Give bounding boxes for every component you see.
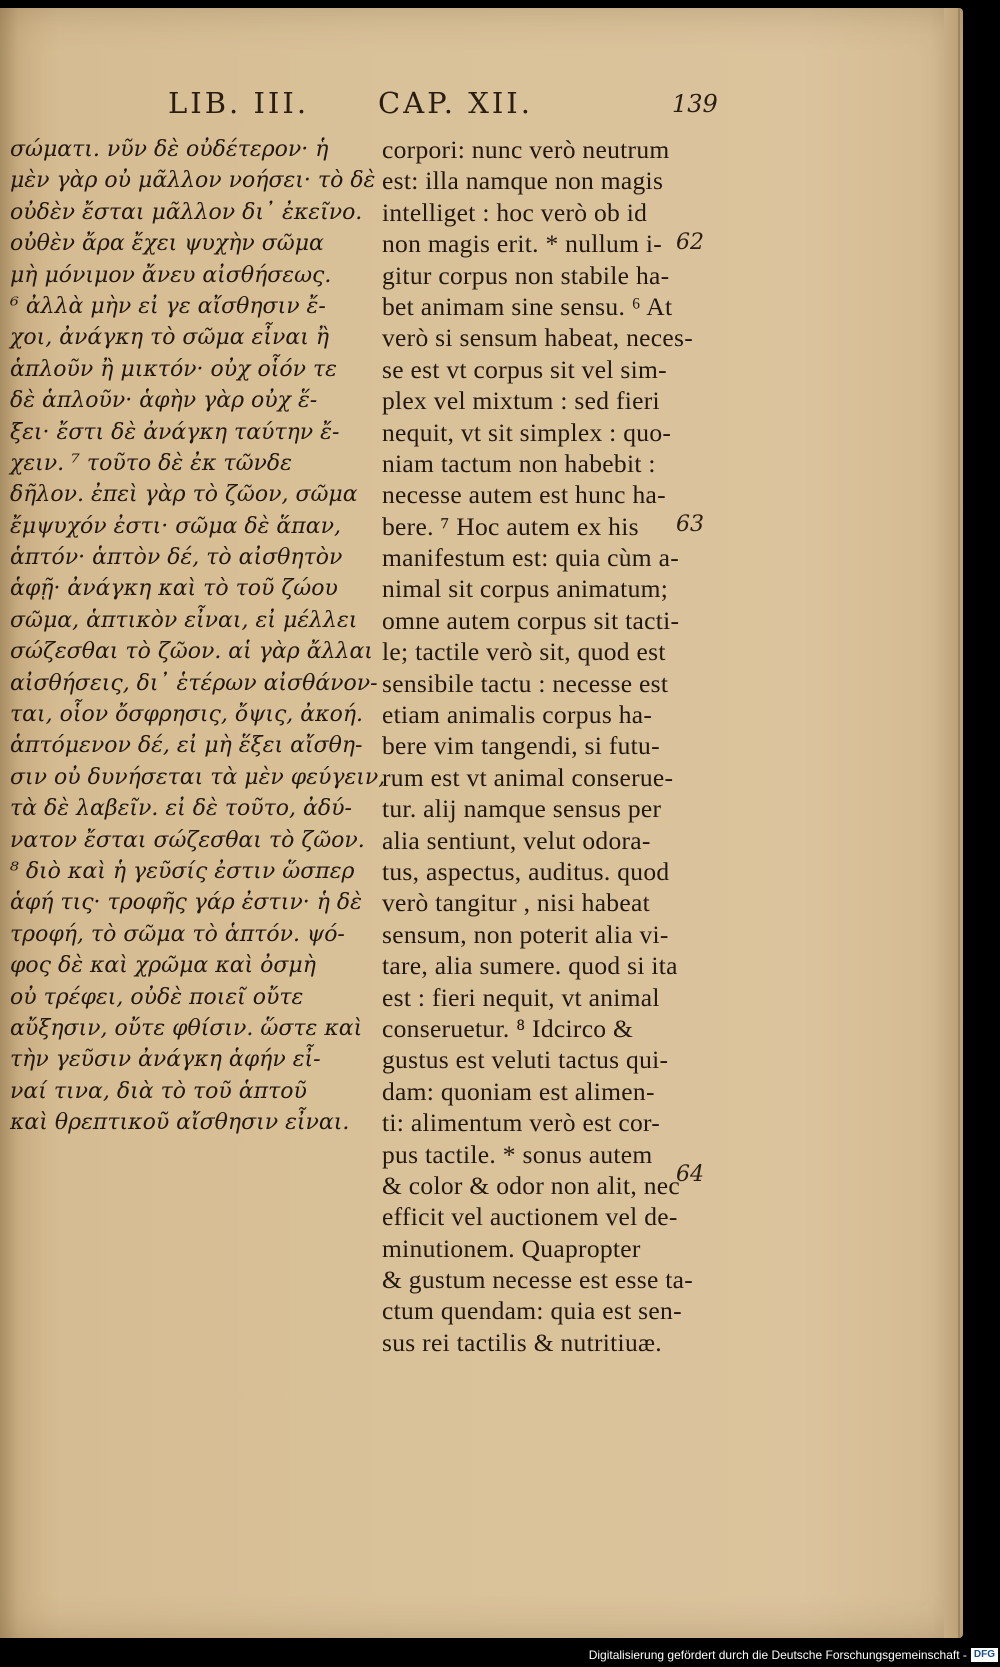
- greek-text-line: ⁶ ἀλλὰ μὴν εἰ γε αἴσθησιν ἔ-: [10, 293, 326, 319]
- book-page: [0, 8, 963, 1638]
- latin-text-line: non magis erit. * nullum i-: [382, 229, 663, 259]
- page-edge: [944, 8, 960, 1638]
- greek-text-line: δῆλον. ἐπεὶ γὰρ τὸ ζῶον, σῶμα: [10, 482, 358, 508]
- greek-text-line: ναί τινα, διὰ τὸ τοῦ ἁπτοῦ: [10, 1078, 307, 1104]
- latin-text-line: ti: alimentum verò est cor-: [382, 1108, 661, 1138]
- greek-text-line: μὲν γὰρ οὐ μᾶλλον νοήσει· τὸ δὲ: [10, 168, 376, 194]
- latin-text-line: & color & odor non alit, nec: [382, 1170, 681, 1200]
- greek-text-line: ἁπτόν· ἁπτὸν δέ, τὸ αἰσθητὸν: [10, 545, 343, 571]
- greek-text-line: οὐ τρέφει, οὐδὲ ποιεῖ οὔτε: [10, 984, 304, 1010]
- greek-text-line: σιν οὐ δυνήσεται τὰ μὲν φεύγειν,: [10, 764, 386, 790]
- latin-text-line: manifestum est: quia cùm a-: [382, 543, 680, 573]
- latin-text-line: gitur corpus non stabile ha-: [382, 260, 670, 290]
- latin-text-line: niam tactum non habebit :: [382, 448, 656, 478]
- latin-text-line: sus rei tactilis & nutritiuæ.: [382, 1327, 662, 1357]
- latin-text-line: intelliget : hoc verò ob id: [382, 197, 648, 227]
- latin-text-line: gustus est veluti tactus qui-: [382, 1045, 669, 1075]
- latin-text-line: etiam animalis corpus ha-: [382, 700, 653, 730]
- latin-text-line: & gustum necesse est esse ta-: [382, 1265, 694, 1295]
- greek-text-line: αἰσθήσεις, δι᾽ ἑτέρων αἰσθάνον-: [10, 670, 378, 696]
- greek-text-line: σώζεσθαι τὸ ζῶον. αἱ γὰρ ἄλλαι: [10, 639, 373, 665]
- greek-text-line: χειν. ⁷ τοῦτο δὲ ἐκ τῶνδε: [10, 450, 292, 476]
- latin-text-line: efficit vel auctionem vel de-: [382, 1202, 678, 1232]
- latin-text-column: [382, 134, 712, 1358]
- greek-text-line: ἁφῇ· ἀνάγκη καὶ τὸ τοῦ ζώου: [10, 576, 338, 602]
- greek-text-line: μὴ μόνιμον ἄνευ αἰσθήσεως.: [10, 262, 332, 288]
- digitization-footer: [589, 1645, 998, 1665]
- greek-text-line: ἁπτόμενον δέ, εἰ μὴ ἕξει αἴσθη-: [10, 733, 363, 759]
- latin-text-line: rum est vt animal conserue-: [382, 762, 674, 792]
- greek-text-line: ἁπλοῦν ἢ μικτόν· οὐχ οἷόν τε: [10, 356, 337, 382]
- greek-text-line: ται, οἷον ὄσφρησις, ὄψις, ἀκοή.: [10, 702, 363, 728]
- running-head-chapter: CAP. XII.: [378, 86, 533, 120]
- greek-text-column: [10, 134, 386, 1139]
- latin-text-line: alia sentiunt, velut odora-: [382, 825, 651, 855]
- greek-text-line: καὶ θρεπτικοῦ αἴσθησιν εἶναι.: [10, 1110, 350, 1136]
- latin-text-line: tare, alia sumere. quod si ita: [382, 951, 678, 981]
- greek-text-line: τὰ δὲ λαβεῖν. εἰ δὲ τοῦτο, ἀδύ-: [10, 796, 352, 822]
- greek-text-line: τὴν γεῦσιν ἀνάγκη ἁφήν εἶ-: [10, 1047, 321, 1073]
- latin-text-line: nequit, vt sit simplex : quo-: [382, 417, 672, 447]
- marginal-note-62: 62: [676, 230, 704, 255]
- running-head-book: LIB. III.: [168, 86, 310, 120]
- greek-text-line: σώματι. νῦν δὲ οὐδέτερον· ἡ: [10, 137, 329, 162]
- latin-text-line: est : fieri nequit, vt animal: [382, 982, 660, 1012]
- latin-text-line: pus tactile. * sonus autem: [382, 1139, 653, 1169]
- greek-text-line: δὲ ἁπλοῦν· ἁφὴν γὰρ οὐχ ἕ-: [10, 388, 318, 414]
- greek-text-line: αὔξησιν, οὔτε φθίσιν. ὥστε καὶ: [10, 1015, 363, 1041]
- marginal-note-64: 64: [676, 1162, 704, 1187]
- greek-text-line: νατον ἔσται σώζεσθαι τὸ ζῶον.: [10, 827, 365, 853]
- greek-text-line: ⁸ διὸ καὶ ἡ γεῦσίς ἐστιν ὥσπερ: [10, 858, 355, 884]
- latin-text-line: minutionem. Quapropter: [382, 1233, 641, 1263]
- latin-text-line: ctum quendam: quia est sen-: [382, 1296, 682, 1326]
- greek-text-line: ἔμψυχόν ἐστι· σῶμα δὲ ἅπαν,: [10, 513, 341, 539]
- latin-text-line: tur. alij namque sensus per: [382, 794, 662, 824]
- running-head: [0, 86, 963, 126]
- latin-text-line: sensibile tactu : necesse est: [382, 668, 669, 698]
- latin-text-line: bet animam sine sensu. ⁶ At: [382, 291, 673, 321]
- greek-text-line: χοι, ἀνάγκη τὸ σῶμα εἶναι ἢ: [10, 325, 329, 351]
- greek-text-line: τροφή, τὸ σῶμα τὸ ἁπτόν. ψό-: [10, 921, 345, 947]
- greek-text-line: οὐδὲν ἔσται μᾶλλον δι᾽ ἐκεῖνο.: [10, 199, 363, 225]
- greek-text-line: ξει· ἔστι δὲ ἀνάγκη ταύτην ἔ-: [10, 419, 340, 445]
- greek-text-line: ἁφή τις· τροφῆς γάρ ἐστιν· ἡ δὲ: [10, 890, 362, 916]
- greek-text-line: σῶμα, ἁπτικὸν εἶναι, εἰ μέλλει: [10, 607, 358, 633]
- latin-text-line: corpori: nunc verò neutrum: [382, 135, 670, 164]
- latin-text-line: se est vt corpus sit vel sim-: [382, 354, 667, 384]
- latin-text-line: est: illa namque non magis: [382, 166, 664, 196]
- latin-text-line: dam: quoniam est alimen-: [382, 1076, 655, 1106]
- marginal-note-63: 63: [676, 512, 704, 537]
- latin-text-line: necesse autem est hunc ha-: [382, 480, 666, 510]
- latin-text-line: bere. ⁷ Hoc autem ex his: [382, 511, 639, 541]
- latin-text-line: bere vim tangendi, si futu-: [382, 731, 660, 761]
- page-number: 139: [672, 90, 718, 118]
- latin-text-line: sensum, non poterit alia vi-: [382, 919, 669, 949]
- latin-text-line: verò tangitur , nisi habeat: [382, 888, 650, 918]
- latin-text-line: verò si sensum habeat, neces-: [382, 323, 694, 353]
- latin-text-line: conseruetur. ⁸ Idcirco &: [382, 1013, 634, 1043]
- dfg-logo: DFG: [971, 1648, 998, 1662]
- greek-text-line: οὐθὲν ἄρα ἔχει ψυχὴν σῶμα: [10, 231, 324, 257]
- greek-text-line: φος δὲ καὶ χρῶμα καὶ ὀσμὴ: [10, 953, 316, 979]
- latin-text-line: le; tactile verò sit, quod est: [382, 637, 666, 667]
- latin-text-line: omne autem corpus sit tacti-: [382, 605, 680, 635]
- latin-text-line: plex vel mixtum : sed fieri: [382, 386, 660, 416]
- latin-text-line: nimal sit corpus animatum;: [382, 574, 669, 604]
- footer-credit-text: Digitalisierung gefördert durch die Deutsche Forschungsgemeinschaft -: [588, 1648, 967, 1662]
- latin-text-line: tus, aspectus, auditus. quod: [382, 856, 670, 886]
